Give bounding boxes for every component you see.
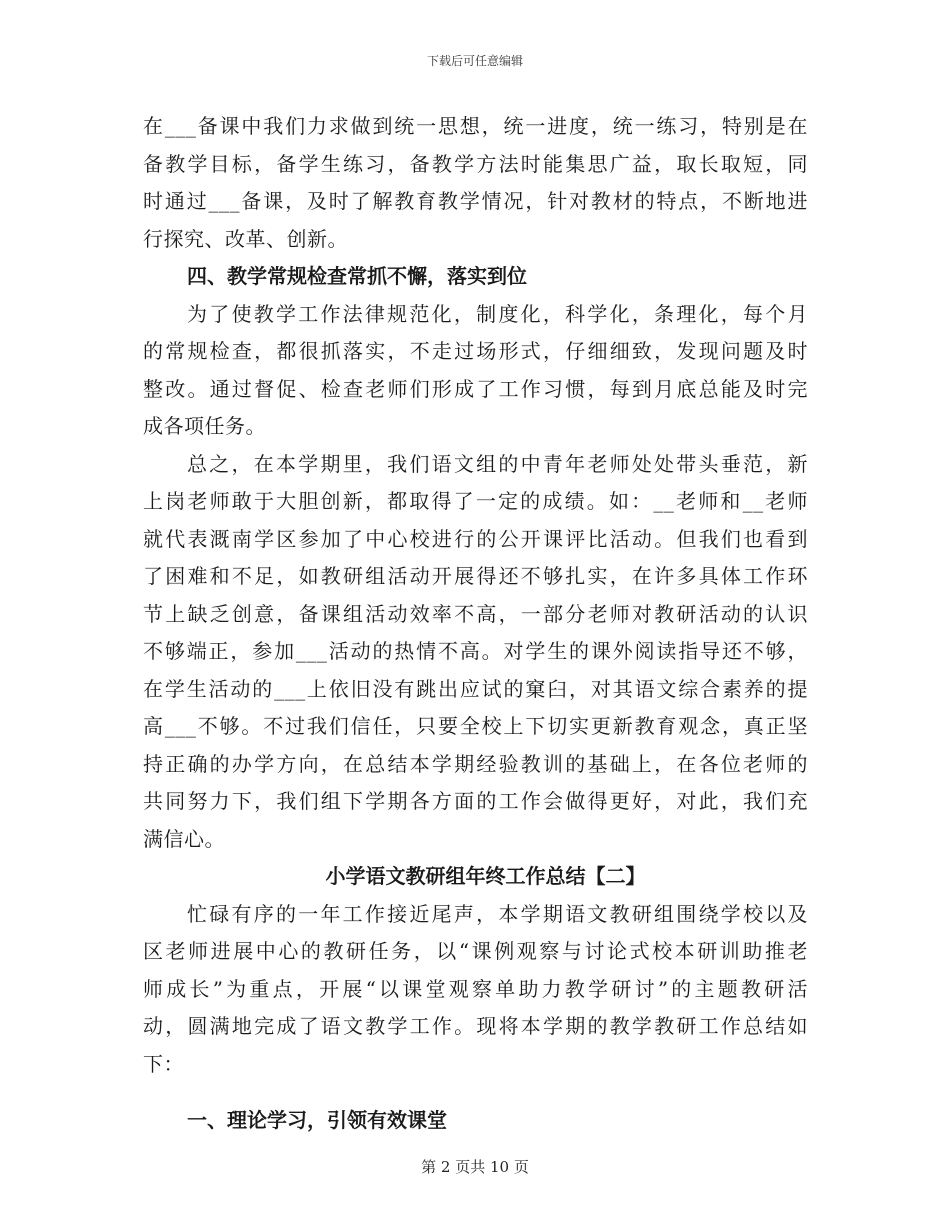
text-line: 备教学目标，备学生练习，备教学方法时能集思广益，取长取短，同	[143, 151, 808, 176]
document-body	[143, 108, 808, 1140]
text-line: 为了使教学工作法律规范化，制度化，科学化，条理化，每个月	[187, 301, 808, 326]
page-header: 下载后可任意编辑	[426, 54, 523, 68]
section-heading-1: 一、理论学习，引领有效课堂	[187, 1108, 447, 1132]
text-line: 动，圆满地完成了语文教学工作。现将本学期的教学教研工作总结如	[143, 1014, 808, 1038]
text-line: 区老师进展中心的教研任务，以“课例观察与讨论式校本研训助推老	[143, 939, 808, 963]
page-footer: 第 2 页共 10 页	[421, 1158, 529, 1176]
text-line: 在___备课中我们力求做到统一思想，统一进度，统一练习，特别是在	[143, 114, 808, 138]
text-line: 满信心。	[143, 826, 225, 851]
text-line: 时通过___备课，及时了解教育教学情况，针对教材的特点，不断地进	[143, 189, 808, 213]
text-line: 上岗老师敢于大胆创新，都取得了一定的成绩。如：__老师和__老师	[143, 489, 808, 513]
text-line: 不够端正，参加___活动的热情不高。对学生的课外阅读指导还不够，	[143, 639, 808, 663]
text-line: 节上缺乏创意，备课组活动效率不高，一部分老师对教研活动的认识	[143, 601, 808, 626]
paragraph-1	[143, 108, 808, 258]
paragraph-2	[143, 296, 808, 446]
text-line: 整改。通过督促、检查老师们形成了工作习惯，每到月底总能及时完	[143, 376, 808, 401]
text-line: 行探究、改革、创新。	[143, 226, 348, 251]
document-title-2: 小学语文教研组年终工作总结【二】	[325, 864, 646, 888]
paragraph-4	[143, 896, 808, 1084]
text-line: 成各项任务。	[143, 414, 266, 438]
text-line: 总之，在本学期里，我们语文组的中青年老师处处带头垂范，新	[187, 451, 808, 476]
spacer	[143, 1083, 808, 1102]
text-line: 共同努力下，我们组下学期各方面的工作会做得更好，对此，我们充	[143, 789, 808, 813]
text-line: 了困难和不足，如教研组活动开展得还不够扎实，在许多具体工作环	[143, 564, 808, 588]
paragraph-3	[143, 446, 808, 859]
text-line: 在学生活动的___上依旧没有跳出应试的窠臼，对其语文综合素养的提	[143, 676, 808, 701]
text-line: 的常规检查，都很抓落实，不走过场形式，仔细细致，发现问题及时	[143, 339, 808, 363]
text-line: 忙碌有序的一年工作接近尾声，本学期语文教研组围绕学校以及	[187, 901, 808, 926]
text-line: 下：	[143, 1051, 184, 1076]
text-line: 高___不够。不过我们信任，只要全校上下切实更新教育观念，真正坚	[143, 714, 808, 738]
text-line: 师成长”为重点，开展“以课堂观察单助力教学研讨”的主题教研活	[143, 976, 808, 1001]
text-line: 就代表溉南学区参加了中心校进行的公开课评比活动。但我们也看到	[143, 526, 808, 551]
section-heading-4: 四、教学常规检查常抓不懈，落实到位	[187, 264, 527, 288]
text-line: 持正确的办学方向，在总结本学期经验教训的基础上，在各位老师的	[143, 751, 808, 776]
